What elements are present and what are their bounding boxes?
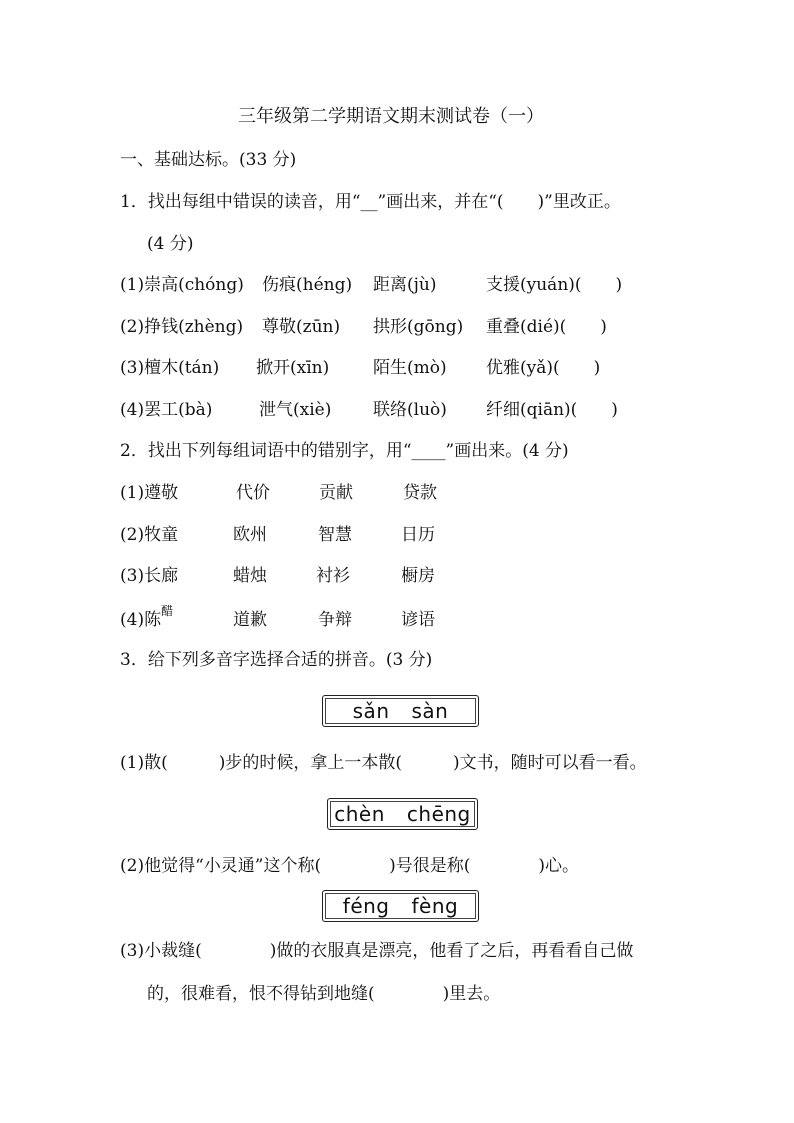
pinyin-option-box [327,798,478,830]
q1-item: 支援(yuán)( ) [486,275,623,295]
q1-item: (2)挣钱(zhèng) [120,317,244,337]
q1-item: 纤细(qiān)( ) [486,400,618,420]
q1-item: 伤痕(héng) [262,275,353,295]
page-title: 三年级第二学期语文期末测试卷（一） [238,106,544,127]
section-heading: 一、基础达标。(33 分) [120,150,297,170]
q2-word: 贷款 [403,483,437,503]
question-3-item-3-continued: 的，很难看，恨不得钻到地缝( )里去。 [147,984,501,1004]
q2-word-text: (4)陈 [120,610,162,630]
pinyin-option: chēng [406,802,471,826]
q2-word: 橱房 [401,566,435,586]
q2-word: 道歉 [233,610,267,630]
q2-word: (2)牧童 [120,525,179,545]
q2-superscript-char: 醋 [161,604,174,618]
q2-word: 谚语 [401,610,435,630]
q1-item: (4)罢工(bà) [120,400,213,420]
q1-item: 距离(jù) [373,275,437,295]
pinyin-option: sàn [411,699,449,723]
q2-word: 衬衫 [316,566,350,586]
question-2-stem: 2．找出下列每组词语中的错别字，用“____”画出来。(4 分) [120,441,569,461]
q1-item: 泄气(xiè) [259,400,332,420]
q2-word: 蜡烛 [233,566,267,586]
q1-item: 尊敬(zūn) [262,317,341,337]
pinyin-option: féng [342,894,390,918]
q1-item: 优雅(yǎ)( ) [486,358,601,378]
q1-item: 拱形(gōng) [373,317,464,337]
question-3-item-3: (3)小裁缝( )做的衣服真是漂亮，他看了之后，再看看自己做 [120,941,634,961]
q1-item: 陌生(mò) [373,358,447,378]
q2-word: 日历 [401,525,435,545]
pinyin-option-box [322,695,479,727]
pinyin-option: chèn [334,802,385,826]
question-1-stem: 1．找出每组中错误的读音，用“__”画出来，并在“( )”里改正。 [120,192,621,212]
q2-word: 贡献 [319,483,353,503]
q1-item: 掀开(xīn) [256,358,330,378]
q1-item: (3)檀木(tán) [120,358,220,378]
question-3-item-2: (2)他觉得“小灵通”这个称( )号很是称( )心。 [120,856,579,876]
question-1-score: (4 分) [147,234,194,254]
q1-item: 重叠(dié)( ) [486,317,607,337]
q2-word: 欧州 [233,525,267,545]
pinyin-option-box [322,890,479,922]
q2-word: (3)长廊 [120,566,179,586]
pinyin-option: fèng [411,894,459,918]
q2-word: 代价 [236,483,270,503]
q2-word: 争辩 [318,610,352,630]
question-3-item-1: (1)散( )步的时候，拿上一本散( )文书，随时可以看一看。 [120,753,647,773]
q1-item: 联络(luò) [373,400,447,420]
q2-word [120,604,174,632]
question-3-stem: 3．给下列多音字选择合适的拼音。(3 分) [120,650,433,670]
q1-item: (1)崇高(chóng) [120,275,244,295]
pinyin-option: sǎn [352,699,390,723]
q2-word: 智慧 [318,525,352,545]
q2-word: (1)遵敬 [120,483,179,503]
